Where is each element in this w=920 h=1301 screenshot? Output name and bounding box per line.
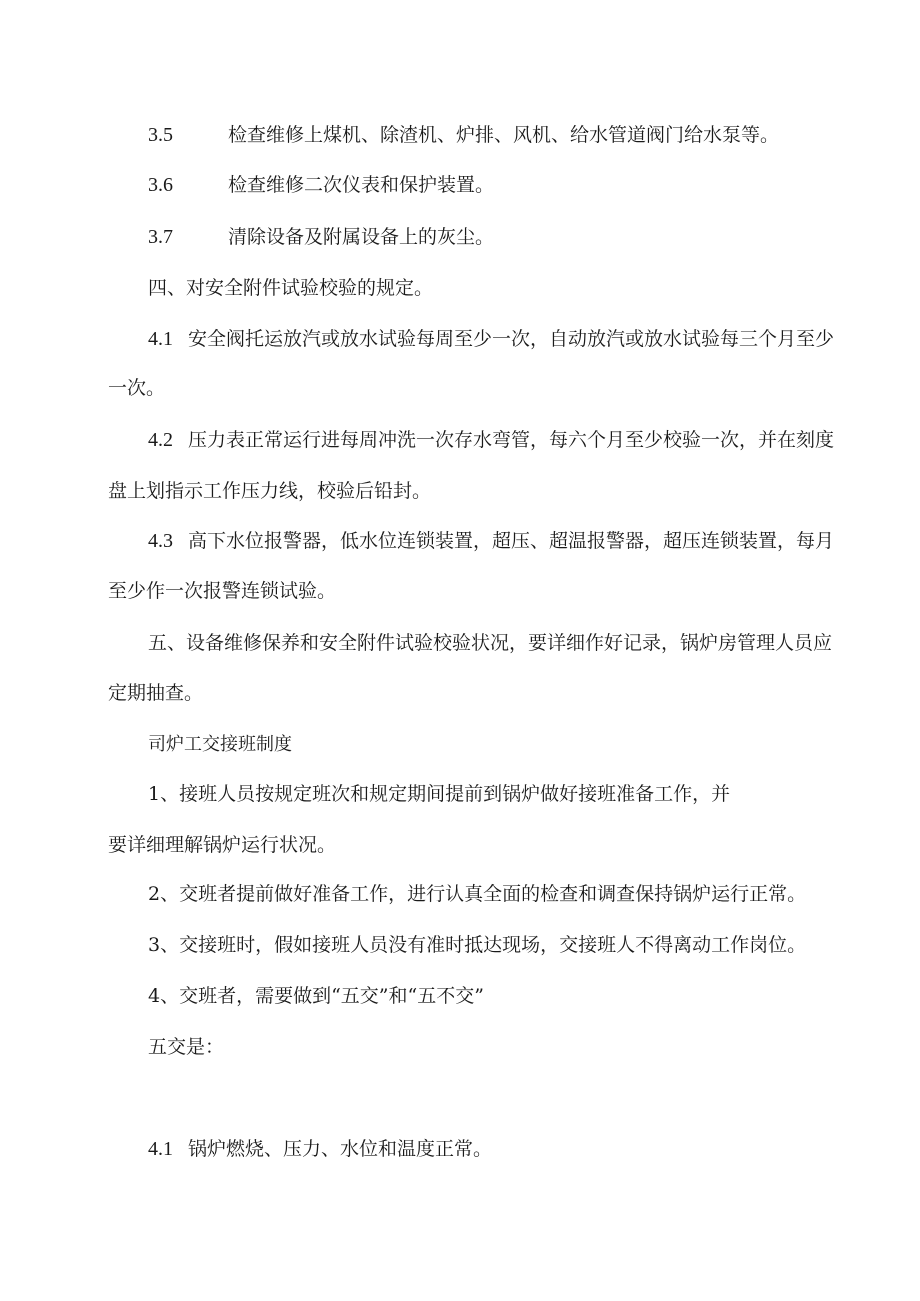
- rule-1-line1: 1、接班人员按规定班次和规定期间提前到锅炉做好接班准备工作，并: [148, 783, 731, 805]
- section-4-heading: 四、对安全附件试验校验的规定。: [148, 277, 434, 299]
- item-text: 清除设备及附属设备上的灰尘。: [228, 226, 495, 248]
- item-3-7: [148, 225, 494, 249]
- paragraph-text: 安全阀托运放汽或放水试验每周至少一次，自动放汽或放水试验每三个月至少: [188, 328, 835, 350]
- item-text: 锅炉燃烧、压力、水位和温度正常。: [188, 1138, 493, 1160]
- item-text: 检查维修上煤机、除渣机、炉排、风机、给水管道阀门给水泵等。: [228, 124, 780, 146]
- item-number: 4.1: [148, 1138, 173, 1160]
- paragraph-4-2-line1: [148, 428, 834, 452]
- paragraph-4-1-line2: 一次。: [108, 377, 166, 399]
- item-3-5: [148, 123, 779, 147]
- paragraph-5-line2: 定期抽查。: [108, 682, 204, 704]
- rule-3: 3、交接班时，假如接班人员没有准时抵达现场，交接班人不得离动工作岗位。: [148, 934, 807, 956]
- section-title: 司炉工交接班制度: [148, 734, 292, 755]
- rule-1-line2: 要详细理解锅炉运行状况。: [108, 834, 337, 856]
- item-number: 3.6: [148, 174, 173, 196]
- paragraph-4-1-line1: [148, 327, 834, 351]
- item-number: 4.1: [148, 328, 173, 350]
- paragraph-text: 高下水位报警器，低水位连锁装置，超压、超温报警器，超压连锁装置，每月: [188, 530, 835, 552]
- rule-2: 2、交班者提前做好准备工作，进行认真全面的检查和调查保持锅炉运行正常。: [148, 883, 807, 905]
- paragraph-4-3-line1: [148, 529, 834, 553]
- item-text: 检查维修二次仪表和保护装置。: [228, 174, 495, 196]
- rule-4: 4、交班者，需要做到“五交”和“五不交”: [148, 985, 484, 1007]
- item-3-6: [148, 173, 494, 197]
- paragraph-5-line1: 五、设备维修保养和安全附件试验校验状况，要详细作好记录，锅炉房管理人员应: [148, 632, 833, 654]
- paragraph-4-2-line2: 盘上划指示工作压力线，校验后铅封。: [108, 480, 432, 502]
- item-number: 4.3: [148, 530, 173, 552]
- item-number: 4.2: [148, 429, 173, 451]
- item-number: 3.7: [148, 226, 173, 248]
- item-4-1-handover: [148, 1137, 492, 1161]
- five-handover-heading: 五交是：: [148, 1036, 225, 1058]
- item-number: 3.5: [148, 124, 173, 146]
- paragraph-4-3-line2: 至少作一次报警连锁试验。: [108, 580, 337, 602]
- paragraph-text: 压力表正常运行进每周冲洗一次存水弯管，每六个月至少校验一次，并在刻度: [188, 429, 835, 451]
